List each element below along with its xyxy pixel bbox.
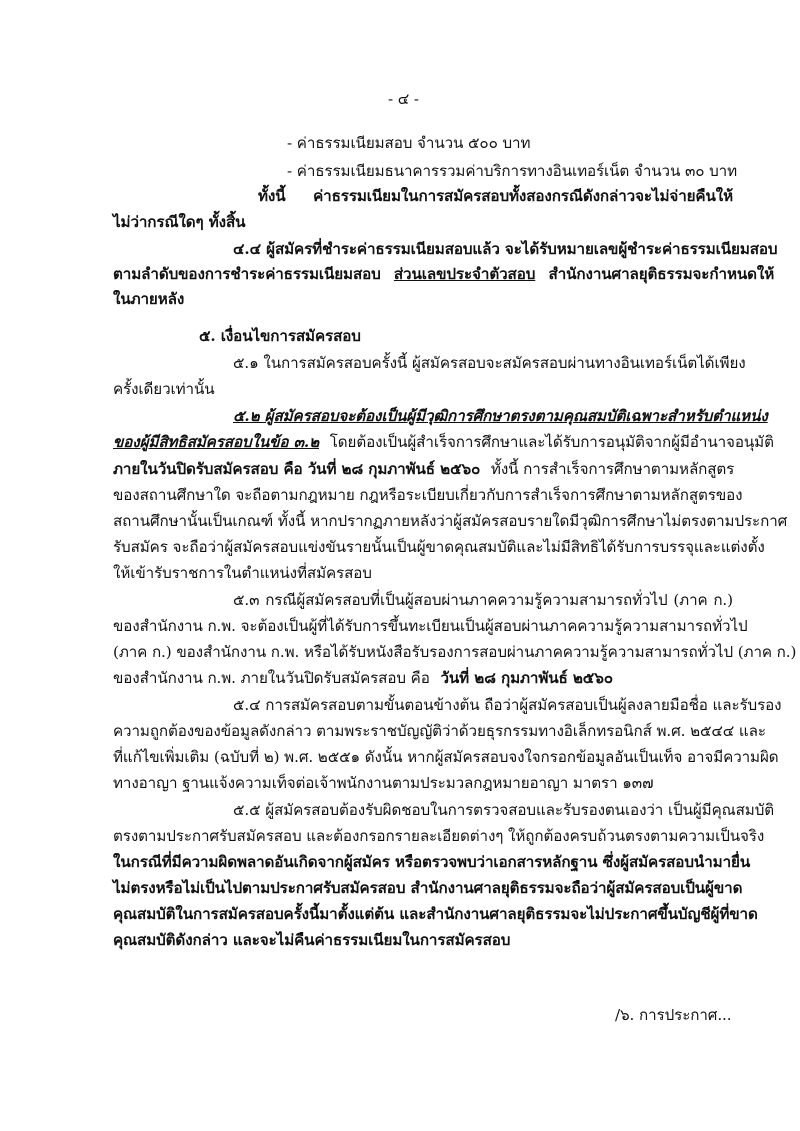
section-5-2-line: สถานศึกษานั้นเป็นเกณฑ์ ทั้งนี้ หากปรากฏภายหลังว่าผู้สมัครสอบรายใดมีวุฒิการศึกษาไม่ตรงตามประกาศ (113, 512, 788, 530)
section-5-4-line: ที่แก้ไขเพิ่มเติม (ฉบับที่ ๒) พ.ศ. ๒๕๕๑ ดังนั้น หากผู้สมัครสอบจงใจกรอกข้อมูลอันเป็นเท็จ อาจมีความผิด (113, 748, 779, 766)
section-5-5-line: ตรงตามประกาศรับสมัครสอบ และต้องกรอกรายละเอียดต่างๆ ให้ถูกต้องครบถ้วนตรงตามความเป็นจริง (113, 827, 765, 845)
page-number: - ๔ - (388, 90, 419, 108)
section-5-2-text: โดยต้องเป็นผู้สำเร็จการศึกษาและได้รับการอนุมัติจากผู้มีอำนาจอนุมัติ (329, 433, 774, 451)
section-5-2-line: ของสถานศึกษาใด จะถือตามกฎหมาย กฎหรือระเบียบเกี่ยวกับการสำเร็จการศึกษาตามหลักสูตรของ (113, 486, 743, 504)
continuation-note: /๖. การประกาศ... (615, 1006, 732, 1024)
section-5-2-line: ให้เข้ารับราชการในตำแหน่งที่สมัครสอบ (113, 564, 372, 582)
section-5-5-line: คุณสมบัติในการสมัครสอบครั้งนี้มาตั้งแต่ต้น และสำนักงานศาลยุติธรรมจะไม่ประกาศขึ้นบัญชีผู้ที่ขาด (113, 905, 758, 923)
no-refund-line: ไม่ว่ากรณีใดๆ ทั้งสิ้น (113, 213, 246, 231)
section-5-3-line: ของสำนักงาน ก.พ. จะต้องเป็นผู้ที่ได้รับการขึ้นทะเบียนเป็นผู้สอบผ่านภาคความรู้ความสามารถทั่วไป (113, 617, 748, 635)
section-5-5-line: ๕.๕ ผู้สมัครสอบต้องรับผิดชอบในการตรวจสอบและรับรองตนเองว่า เป็นผู้มีคุณสมบัติ (233, 801, 775, 819)
section-5-2-text: ทั้งนี้ การสำเร็จการศึกษาตามหลักสูตร (490, 460, 735, 478)
section-5-1-line: ครั้งเดียวเท่านั้น (113, 380, 215, 398)
section-4-4-line: ในภายหลัง (113, 290, 185, 308)
section-5-2-line: ๕.๒ ผู้สมัครสอบจะต้องเป็นผู้มีวุฒิการศึกษาตรงตามคุณสมบัติเฉพาะสำหรับตำแหน่ง (233, 407, 768, 425)
section-4-4-line: ๔.๔ ผู้สมัครที่ชำระค่าธรรมเนียมสอบแล้ว จะได้รับหมายเลขผู้ชำระค่าธรรมเนียมสอบ (233, 240, 778, 258)
section-5-2-line (113, 431, 774, 453)
section-5-3-line: (ภาค ก.) ของสำนักงาน ก.พ. หรือได้รับหนังสือรับรองการสอบผ่านภาคความรู้ความสามารถทั่วไป (ภาค ก.) (113, 643, 797, 661)
section-5-2-deadline: ภายในวันปิดรับสมัครสอบ คือ วันที่ ๒๘ กุมภาพันธ์ ๒๕๖๐ (113, 460, 481, 478)
section-5-heading: ๕. เงื่อนไขการสมัครสอบ (199, 327, 361, 345)
section-4-4-line (113, 263, 775, 285)
no-refund-line: ทั้งนี้ ค่าธรรมเนียมในการสมัครสอบทั้งสองกรณีดังกล่าวจะไม่จ่ายคืนให้ (258, 187, 733, 205)
section-5-2-line (113, 458, 733, 480)
section-5-3-line (113, 667, 613, 689)
section-4-4-underlined: ส่วนเลขประจำตัวสอบ (393, 265, 536, 283)
section-5-4-line: ทางอาญา ฐานแจ้งความเท็จต่อเจ้าพนักงานตามประมวลกฎหมายอาญา มาตรา ๑๓๗ (113, 774, 654, 792)
section-5-3-line: ๕.๓ กรณีผู้สมัครสอบที่เป็นผู้สอบผ่านภาคความรู้ความสามารถทั่วไป (ภาค ก.) (233, 591, 733, 609)
fee-item-bank: - ค่าธรรมเนียมธนาคารรวมค่าบริการทางอินเทอร์เน็ต จำนวน ๓๐ บาท (287, 162, 738, 180)
section-5-3-deadline: วันที่ ๒๘ กุมภาพันธ์ ๒๕๖๐ (440, 669, 613, 687)
section-5-5-line: ไม่ตรงหรือไม่เป็นไปตามประกาศรับสมัครสอบ สำนักงานศาลยุติธรรมจะถือว่าผู้สมัครสอบเป็นผู้ขาด (113, 879, 743, 897)
section-5-4-line: ๕.๔ การสมัครสอบตามขั้นตอนข้างต้น ถือว่าผู้สมัครสอบเป็นผู้ลงลายมือชื่อ และรับรอง (233, 696, 782, 714)
fee-item-exam: - ค่าธรรมเนียมสอบ จำนวน ๕๐๐ บาท (287, 134, 531, 152)
section-4-4-text: ตามลำดับของการชำระค่าธรรมเนียมสอบ (113, 265, 381, 283)
section-4-4-text: สำนักงานศาลยุติธรรมจะกำหนดให้ (548, 265, 775, 283)
section-5-1-line: ๕.๑ ในการสมัครสอบครั้งนี้ ผู้สมัครสอบจะสมัครสอบผ่านทางอินเทอร์เน็ตได้เพียง (233, 354, 746, 372)
section-5-5-line: ในกรณีที่มีความผิดพลาดอันเกิดจากผู้สมัคร หรือตรวจพบว่าเอกสารหลักฐาน ซึ่งผู้สมัครสอบนำมายื่น (113, 853, 751, 871)
section-5-2-underlined: ของผู้มีสิทธิสมัครสอบในข้อ ๓.๒ (113, 433, 319, 451)
section-5-3-text: ของสำนักงาน ก.พ. ภายในวันปิดรับสมัครสอบ คือ (113, 669, 430, 687)
section-5-2-line: รับสมัคร จะถือว่าผู้สมัครสอบแข่งขันรายนั้นเป็นผู้ขาดคุณสมบัติและไม่มีสิทธิได้รับการบรรจุและแต่งตั้ง (113, 538, 765, 556)
section-5-5-line: คุณสมบัติดังกล่าว และจะไม่คืนค่าธรรมเนียมในการสมัครสอบ (113, 931, 511, 949)
section-5-4-line: ความถูกต้องของข้อมูลดังกล่าว ตามพระราชบัญญัติว่าด้วยธุรกรรมทางอิเล็กทรอนิกส์ พ.ศ. ๒๕๔๔ และ (113, 722, 766, 740)
